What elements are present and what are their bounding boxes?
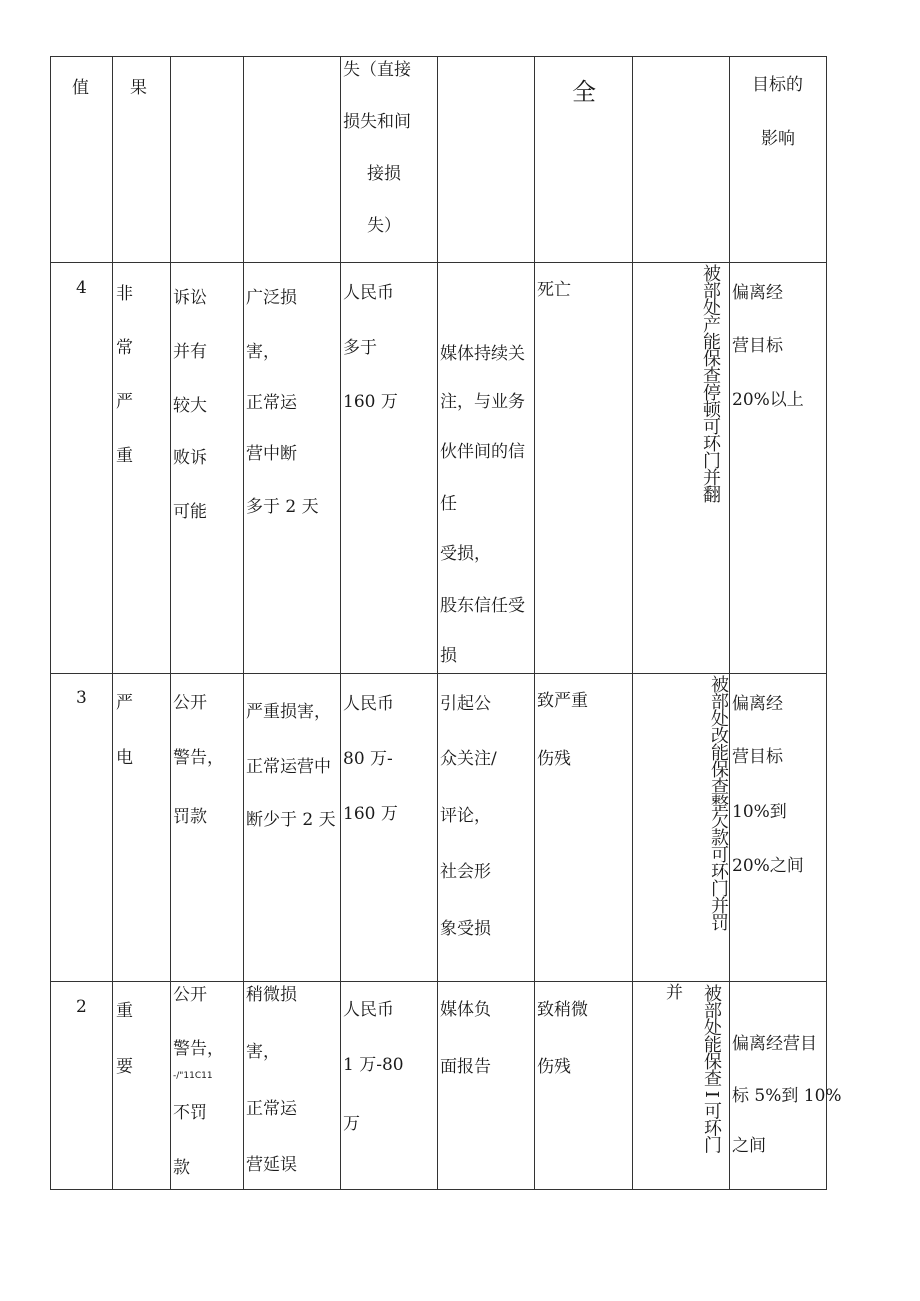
row2-operations: 营延误	[246, 1155, 297, 1175]
row4-loss: 人民币	[343, 283, 394, 303]
header-impact-line: 目标的	[752, 75, 803, 95]
row3-reputation: 众关注/	[440, 749, 497, 769]
row2-safety: 致稍微	[537, 1000, 588, 1020]
row3-safety: 伤残	[537, 749, 571, 769]
row4-impact: 营目标	[732, 336, 783, 356]
grid-line	[632, 56, 633, 1190]
row2-impact: 标 5%到 10%	[732, 1086, 842, 1106]
row2-legal: 款	[173, 1158, 190, 1178]
row2-safety: 伤残	[537, 1057, 571, 1077]
row4-severity: 非	[116, 284, 133, 304]
row3-impact: 偏离经	[732, 694, 783, 714]
row4-reputation: 损	[440, 646, 457, 666]
grid-line	[112, 56, 113, 1190]
grid-line	[50, 56, 51, 1190]
row4-reputation: 伙伴间的信	[440, 442, 525, 462]
row4-severity: 重	[116, 446, 133, 466]
grid-line	[243, 56, 244, 1190]
grid-line	[437, 56, 438, 1190]
row3-impact: 20%之间	[732, 856, 804, 876]
row4-severity: 严	[116, 392, 133, 412]
row3-legal: 罚款	[173, 807, 207, 827]
row4-loss: 160 万	[343, 392, 398, 412]
grid-line	[50, 262, 827, 263]
row4-value: 4	[76, 278, 87, 298]
row3-severity: 严	[116, 693, 133, 713]
grid-line	[50, 56, 827, 57]
row4-impact: 20%以上	[732, 390, 804, 410]
grid-line	[534, 56, 535, 1190]
row2-value: 2	[76, 997, 87, 1017]
row3-reputation: 社会形	[440, 862, 491, 882]
row3-legal: 公开	[173, 693, 207, 713]
row3-loss: 人民币	[343, 694, 394, 714]
row3-impact: 营目标	[732, 747, 783, 767]
header-safety: 全	[572, 78, 596, 106]
row2-severity: 要	[116, 1057, 133, 1077]
header-loss-line: 失（直接	[343, 60, 411, 80]
header-consequence: 果	[130, 78, 147, 98]
row4-reputation: 受损，	[440, 544, 491, 564]
row2-loss: 万	[343, 1114, 360, 1134]
row2-loss: 1 万-80	[343, 1055, 404, 1075]
row4-legal: 可能	[173, 502, 207, 522]
grid-line	[826, 56, 827, 1190]
row4-operations: 正常运	[246, 393, 297, 413]
row3-reputation: 引起公	[440, 694, 491, 714]
grid-line	[170, 56, 171, 1190]
row4-reputation: 股东信任受	[440, 596, 525, 616]
row4-legal: 较大	[173, 396, 207, 416]
row3-regulatory: 被部处改能保查整欠款可环门并罚	[708, 675, 729, 930]
row3-reputation: 评论，	[440, 806, 491, 826]
row2-legal: 不罚	[173, 1103, 207, 1123]
grid-line	[340, 56, 341, 1190]
row3-reputation: 象受损	[440, 919, 491, 939]
row2-impact: 偏离经营目	[732, 1034, 817, 1054]
row2-legal: 公开	[173, 985, 207, 1005]
row4-safety: 死亡	[537, 280, 571, 300]
header-loss-line: 失）	[367, 216, 401, 236]
row3-impact: 10%到	[732, 802, 787, 822]
header-value: 值	[72, 78, 89, 98]
row2-reputation: 面报告	[440, 1057, 491, 1077]
row4-operations: 多于 2 天	[246, 497, 319, 517]
row3-loss: 80 万-	[343, 749, 393, 769]
row2-impact: 之间	[732, 1136, 766, 1156]
row3-safety: 致严重	[537, 691, 588, 711]
grid-line	[50, 1189, 827, 1190]
row4-severity: 常	[116, 338, 133, 358]
row2-legal: 警告，	[173, 1039, 224, 1059]
row4-reputation: 媒体持续关	[440, 344, 525, 364]
header-loss-line: 损失和间	[343, 112, 411, 132]
grid-line	[50, 981, 827, 982]
row2-severity: 重	[116, 1001, 133, 1021]
row3-legal: 警告，	[173, 748, 224, 768]
row3-loss: 160 万	[343, 804, 398, 824]
row3-operations: 严重损害，	[246, 702, 331, 722]
row4-loss: 多于	[343, 338, 377, 358]
header-impact-line: 影响	[761, 129, 795, 149]
header-loss-line: 接损	[367, 164, 401, 184]
row4-legal: 并有	[173, 342, 207, 362]
row4-operations: 害，	[246, 342, 280, 362]
row2-operations: 害，	[246, 1042, 280, 1062]
row4-operations: 广泛损	[246, 288, 297, 308]
row2-loss: 人民币	[343, 1000, 394, 1020]
row2-operations: 正常运	[246, 1099, 297, 1119]
row2-regulatory-side: 并	[666, 983, 683, 1003]
row4-legal: 败诉	[173, 448, 207, 468]
row2-regulatory: 被部处能保查 I 可环门	[701, 984, 722, 1153]
row2-reputation: 媒体负	[440, 1000, 491, 1020]
row4-legal: 诉讼	[173, 288, 207, 308]
row3-value: 3	[76, 688, 87, 708]
grid-line	[50, 673, 827, 674]
row4-reputation: 注，与业务	[440, 392, 525, 412]
row4-operations: 营中断	[246, 444, 297, 464]
row4-impact: 偏离经	[732, 283, 783, 303]
row4-reputation: 任	[440, 494, 457, 514]
row2-legal-artifact: -/"11C11	[173, 1071, 213, 1081]
row4-regulatory: 被部处产能保查停顿可环门并翻	[700, 264, 721, 502]
row3-severity: 电	[116, 748, 133, 768]
row3-operations: 断少于 2 天	[246, 810, 336, 830]
row3-operations: 正常运营中	[246, 757, 331, 777]
row2-operations: 稍微损	[246, 985, 297, 1005]
grid-line	[729, 56, 730, 1190]
